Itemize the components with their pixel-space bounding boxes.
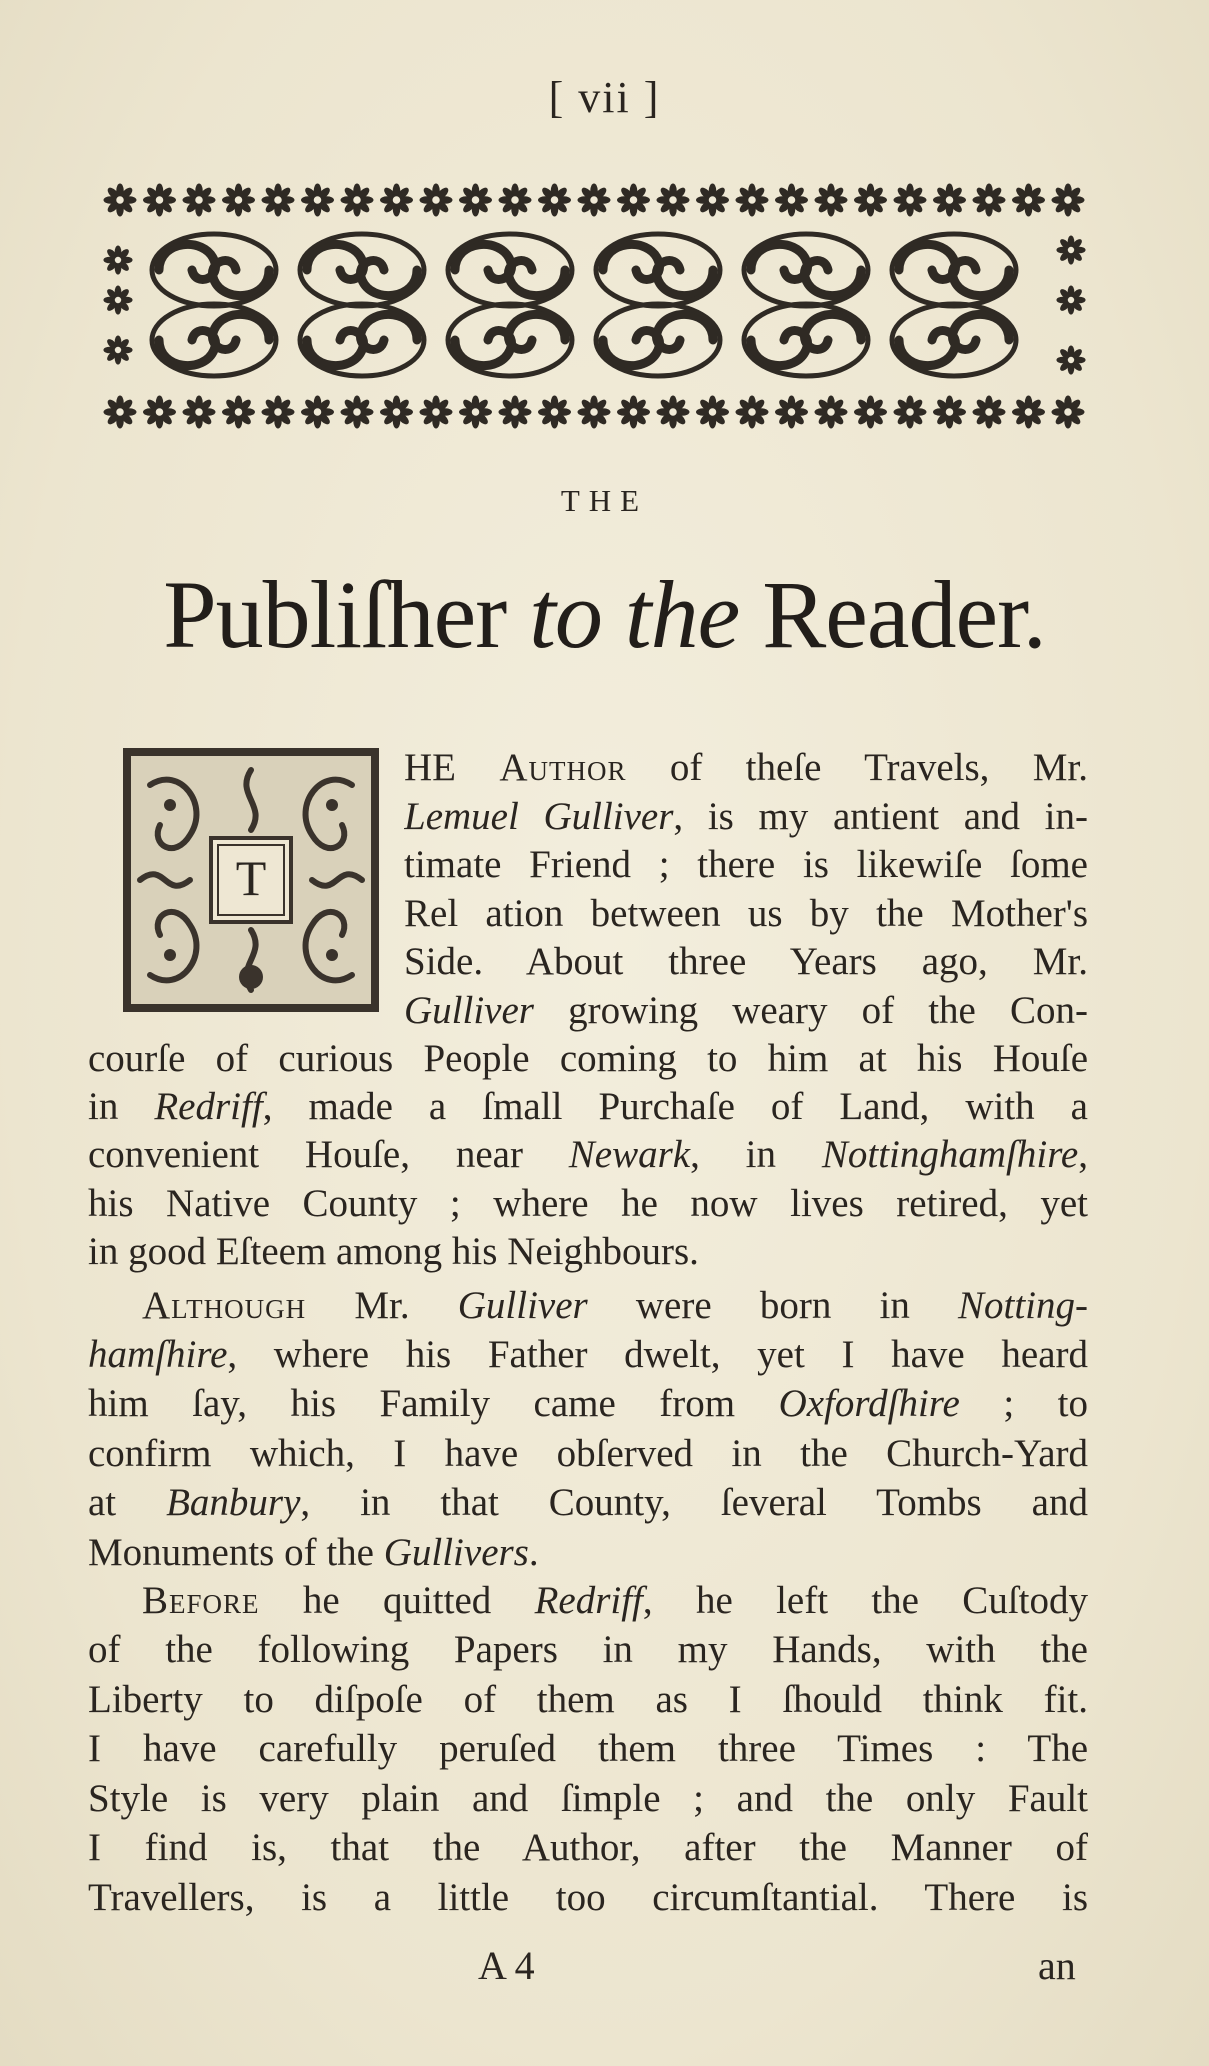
ornament-flower: [578, 184, 611, 217]
ornament-scroll: [152, 304, 276, 376]
text-run: of the following Papers in my Hands, with the: [88, 1628, 1088, 1671]
text-run: Style is very plain and ſimple ; and the only Fault: [88, 1777, 1088, 1820]
italic-text: Redriff: [534, 1579, 643, 1622]
text-run: I find is, that the Author, after the Manner of: [88, 1826, 1088, 1869]
italic-text: Gullivers: [383, 1531, 529, 1574]
text-run: , is my antient and in-: [673, 794, 1088, 838]
ornament-flower: [1056, 285, 1085, 314]
title-part-2: to the: [529, 561, 740, 668]
text-run: growing weary of the Con-: [533, 988, 1088, 1032]
ornament-flower: [1052, 184, 1085, 217]
ornament-flower: [420, 184, 453, 217]
ornament-flower: [222, 396, 255, 429]
text-line: [88, 1824, 1088, 1872]
ornament-flower: [1056, 345, 1085, 374]
text-run: he quitted: [259, 1579, 535, 1622]
ornament-flower: [341, 184, 374, 217]
text-run: timate Friend ; there is likewiſe ſome: [404, 843, 1088, 886]
italic-text: Nottinghamſhire: [821, 1133, 1079, 1177]
text-line: [88, 1479, 1088, 1527]
ornament-row-bottom: [104, 396, 1085, 429]
text-run: ,: [1078, 1133, 1088, 1177]
text-line: [142, 1282, 1088, 1330]
ornament-flower: [499, 396, 532, 429]
ornament-scroll: [300, 234, 424, 306]
small-caps-text: Before: [142, 1579, 260, 1622]
text-run: ; to: [959, 1382, 1088, 1425]
ornament-flower: [894, 184, 927, 217]
text-run: at: [88, 1481, 167, 1524]
ornament-flower: [1012, 396, 1045, 429]
ornament-flower: [854, 184, 887, 217]
text-run: , made a ſmall Purchaſe of Land, with a: [262, 1085, 1088, 1129]
decorated-initial: [120, 745, 382, 1015]
italic-text: Banbury: [166, 1481, 301, 1524]
text-run: , in: [690, 1133, 822, 1177]
ornament-flower: [301, 396, 334, 429]
ornament-flower: [262, 184, 295, 217]
ornament-scroll: [596, 304, 720, 376]
text-run: .: [528, 1531, 539, 1574]
ornament-scroll: [448, 304, 572, 376]
text-line: [88, 1725, 1088, 1773]
text-line: [88, 1676, 1088, 1724]
text-line: [88, 1083, 1088, 1131]
ornament-scroll: [892, 234, 1016, 306]
ornament-flower: [183, 184, 216, 217]
text-run: of theſe Travels, Mr.: [626, 746, 1088, 789]
text-run: in: [88, 1085, 155, 1129]
italic-text: Redriff: [154, 1085, 263, 1129]
ornament-flower: [1052, 396, 1085, 429]
ornament-scroll: [448, 234, 572, 306]
ornament-flower: [696, 396, 729, 429]
ornament-flower: [933, 184, 966, 217]
ornament-flower: [143, 396, 176, 429]
text-run: Travellers, is a little too circumſtantial. There is: [88, 1876, 1088, 1919]
italic-text: Gulliver: [457, 1284, 588, 1327]
text-line: [88, 1626, 1088, 1674]
text-run: convenient Houſe, near: [88, 1133, 569, 1177]
text-line: [88, 1331, 1088, 1379]
ornament-flower: [104, 184, 137, 217]
text-line: [88, 1228, 1088, 1276]
ornament-scroll: [744, 234, 868, 306]
ornament-flower: [894, 396, 927, 429]
text-line: [404, 890, 1088, 938]
ornament-flower: [1012, 184, 1045, 217]
ornament-flower: [380, 184, 413, 217]
ornament-flower: [657, 396, 690, 429]
ornament-flower: [617, 184, 650, 217]
ornament-flower: [1056, 235, 1085, 264]
ornament-flower: [815, 184, 848, 217]
text-line: [88, 1775, 1088, 1823]
ornament-flower: [538, 184, 571, 217]
text-run: in good Eſteem among his Neighbours.: [88, 1229, 699, 1273]
text-line: [88, 1430, 1088, 1478]
ornament-flower: [341, 396, 374, 429]
ornament-flower: [143, 184, 176, 217]
ornament-flower: [459, 396, 492, 429]
signature-mark: A 4: [478, 1943, 535, 1988]
ornament-flower: [775, 396, 808, 429]
ornament-flower: [775, 184, 808, 217]
ornament-flower: [222, 184, 255, 217]
text-run: Rel ation between us by the Mother's: [404, 891, 1088, 935]
small-caps-text: Although: [142, 1284, 307, 1327]
italic-text: Lemuel Gulliver: [404, 794, 674, 838]
dropcap-letter: T: [235, 850, 267, 906]
ornament-flower: [420, 396, 453, 429]
italic-text: Gulliver: [404, 988, 534, 1032]
ornament-flower: [183, 396, 216, 429]
text-line: [88, 1529, 1088, 1577]
ornament-flower: [538, 396, 571, 429]
ornament-flower: [578, 396, 611, 429]
text-run: Monuments of the: [88, 1531, 384, 1574]
ornament-flower: [380, 396, 413, 429]
ornament-scroll: [596, 234, 720, 306]
italic-text: Oxfordſhire: [778, 1382, 960, 1425]
text-line: [404, 987, 1088, 1035]
text-run: confirm which, I have obſerved in the Church-Yard: [88, 1432, 1088, 1475]
text-run: I have carefully peruſed them three Times : The: [88, 1727, 1088, 1770]
ornament-flower: [973, 396, 1006, 429]
text-line: [404, 841, 1088, 889]
text-run: , in that County, ſeveral Tombs and: [300, 1481, 1088, 1524]
ornament-scroll: [744, 304, 868, 376]
heading-the: THE: [560, 483, 649, 518]
text-run: were born in: [587, 1284, 958, 1327]
text-line: [88, 1180, 1088, 1228]
text-run: him ſay, his Family came from: [88, 1382, 779, 1425]
ornament-flower: [815, 396, 848, 429]
italic-text: hamſhire: [88, 1333, 228, 1376]
text-line: [88, 1035, 1088, 1083]
text-line: [404, 744, 1088, 792]
text-run: , he left the Cuſtody: [642, 1579, 1088, 1622]
title-part-3: Reader.: [739, 561, 1046, 668]
text-run: his Native County ; where he now lives retired, yet: [88, 1181, 1088, 1225]
text-run: , where his Father dwelt, yet I have heard: [227, 1333, 1088, 1376]
ornament-flower: [973, 184, 1006, 217]
text-run: Mr.: [306, 1284, 458, 1327]
italic-text: Notting-: [957, 1284, 1088, 1327]
text-run: courſe of curious People coming to him at his Houſe: [88, 1037, 1088, 1080]
italic-text: Newark: [568, 1133, 691, 1177]
ornament-flower: [736, 184, 769, 217]
ornament-flower: [499, 184, 532, 217]
text-line: [88, 1131, 1088, 1179]
ornament-scrolls: [103, 234, 1085, 376]
ornament-flower: [262, 396, 295, 429]
text-run: HE: [404, 746, 500, 789]
ornament-flower: [933, 396, 966, 429]
title-part-1: Publiſher: [163, 561, 530, 668]
ornament-scroll: [300, 304, 424, 376]
ornament-flower: [854, 396, 887, 429]
ornament-row-top: [104, 184, 1085, 217]
ornament-flower: [657, 184, 690, 217]
page-number: [ vii ]: [548, 73, 661, 122]
decorative-headpiece: [102, 180, 1087, 440]
small-caps-text: Author: [499, 746, 627, 789]
text-line: [142, 1577, 1088, 1625]
catchword: an: [1038, 1943, 1076, 1988]
text-line: [88, 1380, 1088, 1428]
ornament-scroll: [892, 304, 1016, 376]
ornament-flower: [736, 396, 769, 429]
ornament-flower: [103, 335, 132, 364]
text-run: Side. About three Years ago, Mr.: [404, 940, 1088, 983]
ornament-flower: [104, 396, 137, 429]
text-line: [404, 938, 1088, 986]
text-line: [404, 793, 1088, 841]
ornament-flower: [103, 285, 132, 314]
ornament-flower: [103, 245, 132, 274]
text-line: [88, 1874, 1088, 1922]
page-title: [0, 560, 1209, 670]
ornament-flower: [696, 184, 729, 217]
ornament-flower: [301, 184, 334, 217]
ornament-scroll: [152, 234, 276, 306]
ornament-flower: [617, 396, 650, 429]
text-run: Liberty to diſpoſe of them as I ſhould think fit.: [88, 1678, 1088, 1721]
ornament-flower: [459, 184, 492, 217]
